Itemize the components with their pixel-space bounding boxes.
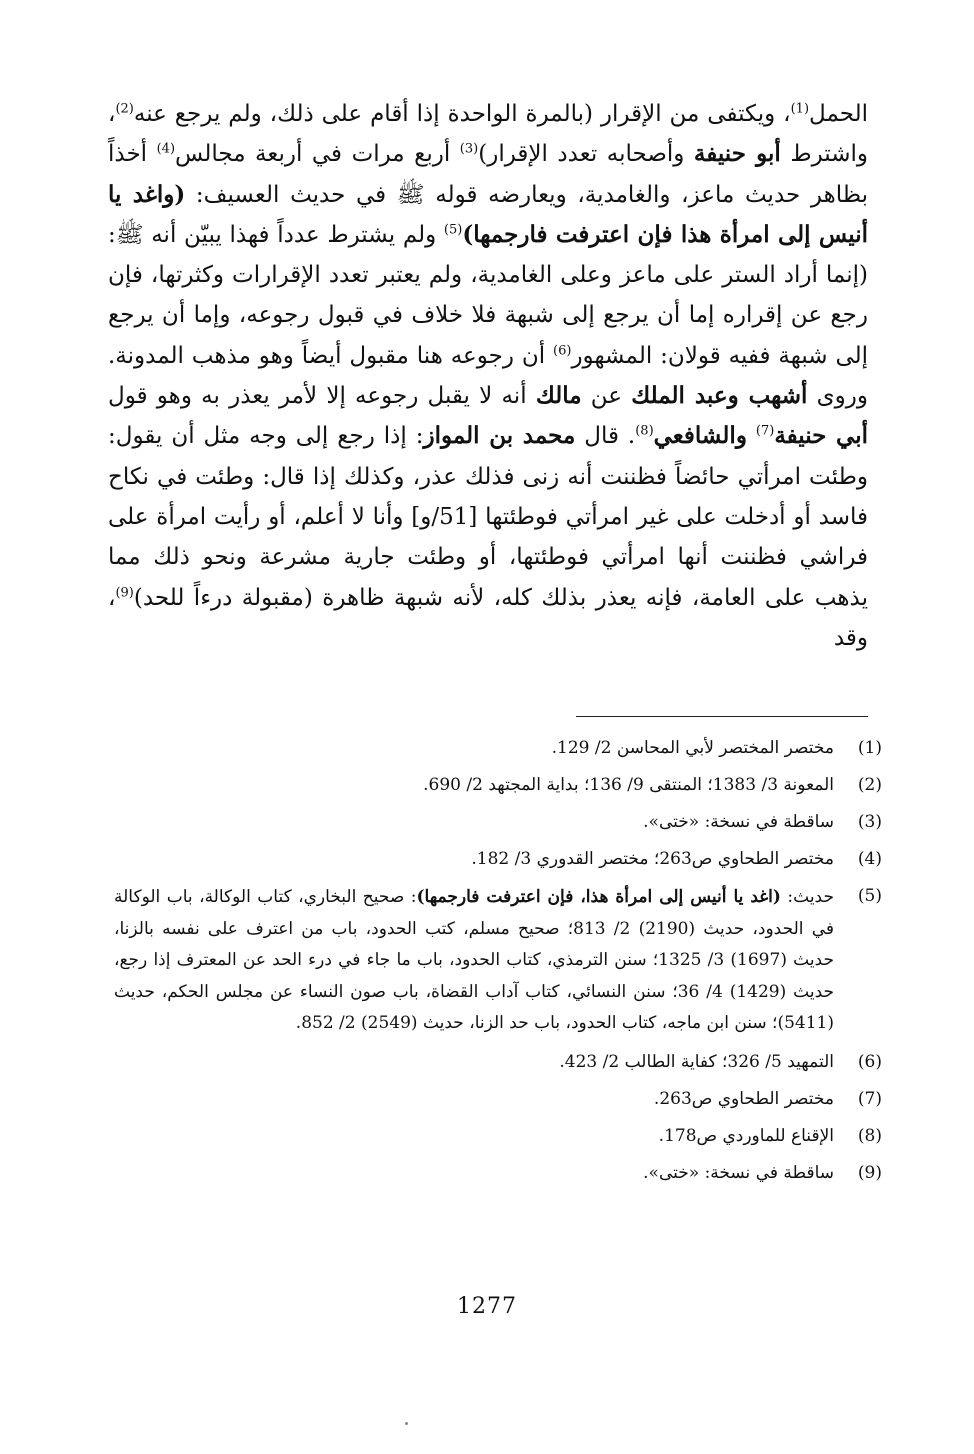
bold-name-text: أبي حنيفة [774, 422, 868, 450]
footnote-number: (3) [857, 812, 882, 832]
footnote-text [114, 1085, 834, 1114]
footnote-text-segment: ساقطة في نسخة: «ختى». [643, 812, 834, 832]
body-text-segment [747, 423, 756, 449]
body-text-segment: الحمل [809, 101, 868, 127]
footnote-text-segment: مختصر المختصر لأبي المحاسن 2/ 129. [551, 738, 834, 758]
footnote-number: (8) [857, 1125, 882, 1146]
footnote-number: (2) [857, 775, 882, 795]
footnote-text-segment: الإقناع للماوردي ص178. [658, 1125, 834, 1146]
footnote-item [114, 1048, 882, 1077]
footnote-item [114, 734, 882, 763]
footnote-number: (7) [857, 1088, 882, 1109]
body-text-segment: أربع مرات في أربعة مجالس [175, 141, 460, 168]
footnote-reference: (2) [115, 101, 134, 117]
footnote-item [114, 808, 882, 837]
footnote-number: (6) [857, 1051, 882, 1072]
body-text-segment: ، ويكتفى من الإقرار (بالمرة الواحدة إذا أقام على ذلك، ولم يرجع عنه [133, 101, 791, 127]
footnote-separator-line [576, 716, 868, 717]
bold-name-text: مالك [535, 382, 582, 410]
footnote-text [114, 734, 834, 763]
bold-name-text: (واغد يا أنيس إلى امرأة هذا فإن اعترفت فارجمها) [108, 180, 868, 248]
footnote-reference: (5) [443, 222, 463, 238]
footnote-reference: (6) [553, 343, 572, 359]
footnote-item [114, 1085, 882, 1114]
footnote-text [114, 1048, 834, 1077]
footnote-reference: (3) [459, 141, 479, 157]
bold-name-text: أشهب وعبد الملك [631, 382, 808, 410]
footnote-text-segment: التمهيد 5/ 326؛ كفاية الطالب 2/ 423. [559, 1051, 834, 1072]
body-text-segment: : إذا رجع إلى وجه مثل أن يقول: وطئت امرأتي حائضاً فظننت أنه زنى فذلك عذر، وكذلك إذا قال: وطئت في نكاح فاسد أو أدخلت على غير امرأتي فوطئتها [51/و] وأنا لا أعلم، أو رأيت امرأة على فراشي فظننت أنها امرأتي فوطئتها، أو وطئت جارية مشرعة ونحو ذلك مما يذهب على العامة، فإنه يعذر بذلك كله، لأنه شبهة ظاهرة (مقبولة درءاً للحد) [108, 423, 868, 611]
body-text-segment: عن [581, 383, 632, 410]
bold-name-text: والشافعي [653, 422, 747, 450]
body-text-segment: ، وقد [108, 584, 868, 651]
bold-name-text: أبو حنيفة [693, 140, 781, 168]
body-text-segment: ، واشترط [108, 101, 869, 168]
footnote-reference: (8) [635, 423, 654, 439]
footnote-text [114, 1122, 834, 1151]
body-text-segment: . قال [575, 423, 636, 450]
footnote-text-segment: ساقطة في نسخة: «ختى». [643, 1162, 834, 1183]
scan-dot-mark [405, 1422, 408, 1425]
body-text-segment: وأصحابه تعدد الإقرار) [478, 141, 694, 168]
footnote-item [114, 771, 882, 800]
body-text-segment: أنه لا يقبل رجوعه إلا لأمر يعذر به وهو قول [108, 383, 536, 410]
body-text-segment: أن رجوعه هنا مقبول أيضاً وهو مذهب المدونة. وروى [108, 342, 868, 410]
footnote-reference: (7) [755, 423, 775, 439]
footnote-number: (1) [857, 738, 882, 758]
body-text-segment: ولم يشترط عدداً فهذا يبيّن أنه ﷺ: (إنما أراد الستر على ماعز وعلى الغامدية، ولم يعتبر تعدد الإقرارات وكثرتها، فإن رجع عن إقراره إما أن يرجع إلى شبهة فلا خلاف في قبول رجوعه، وإما أن يرجع إلى شبهة ففيه قولان: المشهور [108, 221, 869, 369]
footnote-text [114, 882, 834, 1040]
footnote-text [114, 808, 834, 837]
footnote-text [114, 771, 834, 800]
footnote-number: (4) [857, 849, 882, 869]
footnote-text-segment: المعونة 3/ 1383؛ المنتقى 9/ 136؛ بداية المجتهد 2/ 690. [423, 775, 834, 795]
footnote-text-segment: مختصر الطحاوي ص263. [653, 1088, 834, 1109]
footnotes-section [114, 734, 882, 1196]
footnote-text-segment: حديث: [780, 887, 834, 907]
page-number: 1277 [457, 1294, 517, 1319]
footnote-text [114, 845, 834, 874]
bold-name-text: محمد بن المواز [423, 422, 576, 450]
footnote-item [114, 882, 882, 1040]
footnote-reference: (1) [790, 101, 810, 117]
footnote-reference: (9) [115, 584, 134, 600]
footnote-number: (5) [857, 886, 882, 906]
footnote-number: (9) [857, 1162, 882, 1183]
footnote-item [114, 1159, 882, 1188]
footnote-text [114, 1159, 834, 1188]
body-text-segment: أخذاً بظاهر حديث ماعز، والغامدية، ويعارضه قوله ﷺ في حديث العسيف: [108, 141, 868, 208]
footnote-bold-text: (اغد يا أنيس إلى امرأة هذا، فإن اعترفت فارجمها) [416, 887, 781, 907]
main-body-text [108, 94, 868, 658]
footnote-text-segment: : صحيح البخاري، كتاب الوكالة، باب الوكالة في الحدود، حديث (2190) 2/ 813؛ صحيح مسلم، كتب الحدود، باب من اعترف على نفسه بالزنا، حديث (1697) 3/ 1325؛ سنن الترمذي، كتاب الحدود، باب ما جاء في درء الحد عن المعترف إذا رجع، حديث (1429) 4/ 36؛ سنن النسائي، كتاب آداب القضاة، باب صون النساء عن مجلس الحكم، حديث (5411)؛ سنن ابن ماجه، كتاب الحدود، باب حد الزنا، حديث (2549) 2/ 852. [114, 887, 834, 1033]
footnote-reference: (4) [156, 141, 176, 157]
footnote-item [114, 845, 882, 874]
footnote-text-segment: مختصر الطحاوي ص263؛ مختصر القدوري 3/ 182. [471, 849, 834, 869]
footnote-item [114, 1122, 882, 1151]
